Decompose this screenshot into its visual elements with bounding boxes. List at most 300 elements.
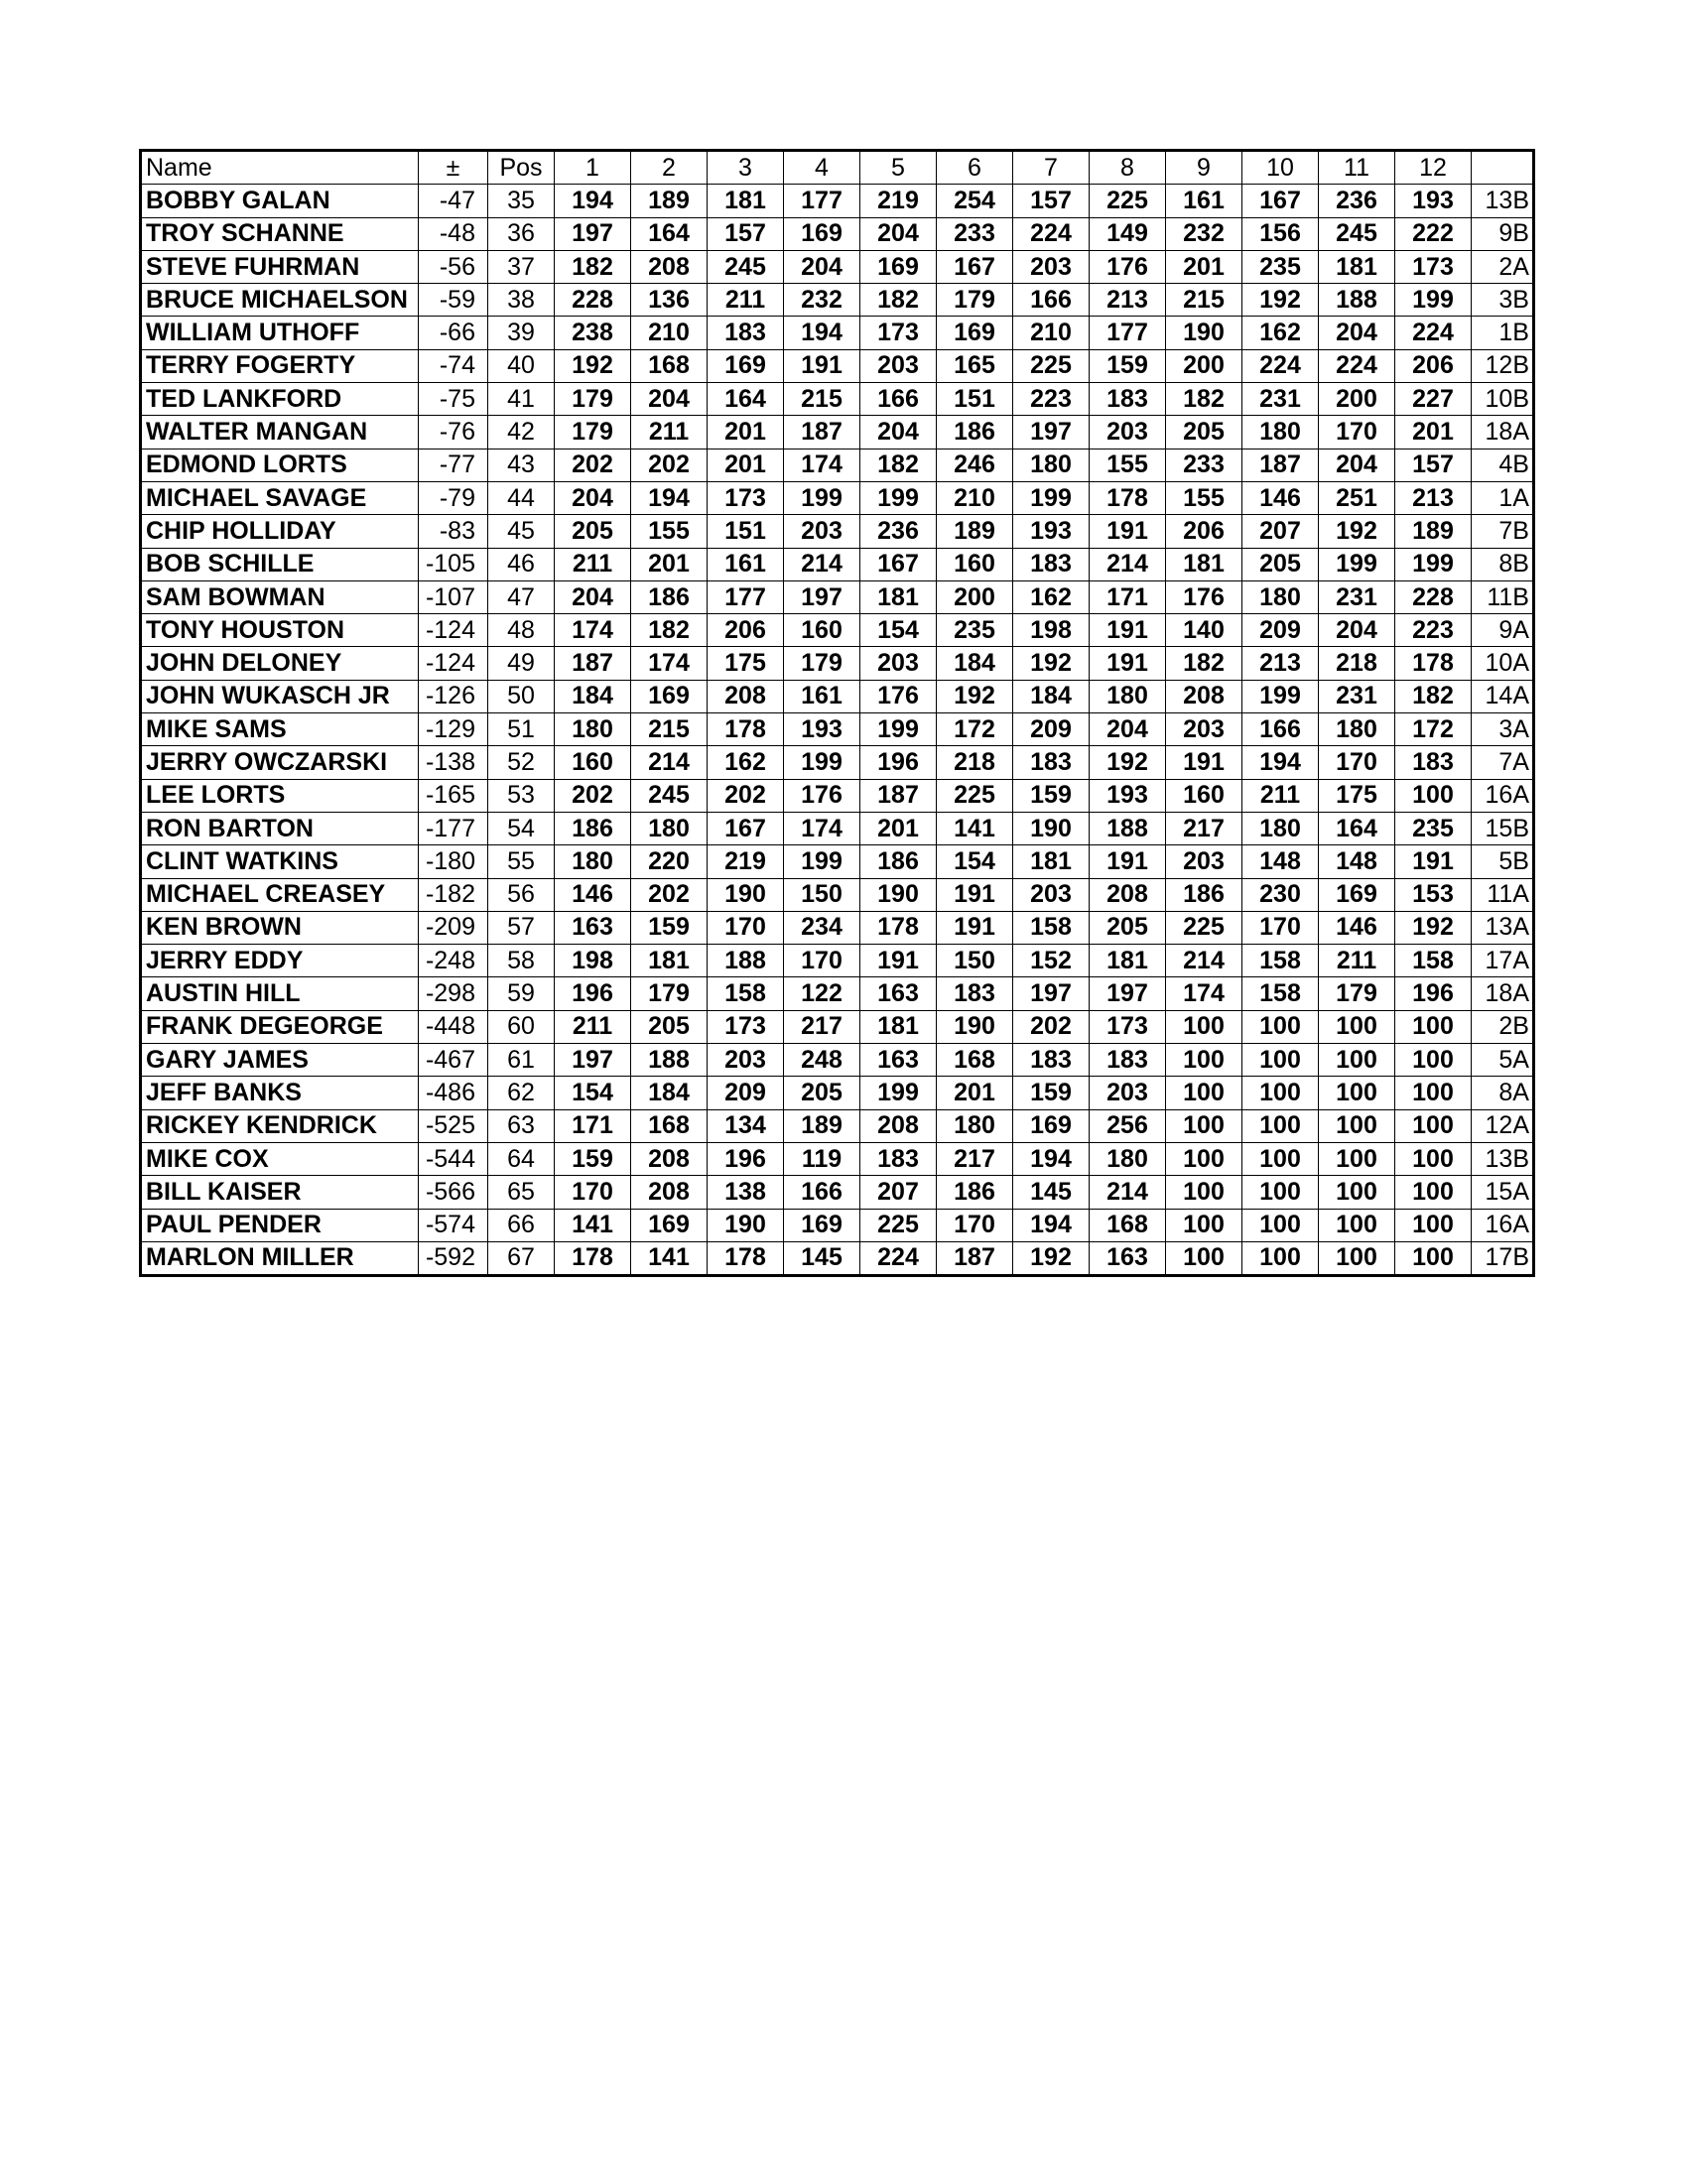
game-score: 191 <box>860 945 937 977</box>
game-score: 146 <box>1319 911 1395 944</box>
game-score: 179 <box>784 647 860 680</box>
lane-assignment: 13A <box>1472 911 1534 944</box>
game-score: 209 <box>708 1077 784 1109</box>
game-score: 166 <box>1013 284 1090 317</box>
position-value: 56 <box>488 878 555 911</box>
game-score: 183 <box>1013 746 1090 779</box>
position-value: 66 <box>488 1209 555 1241</box>
game-score: 164 <box>1319 812 1395 844</box>
game-score: 146 <box>1242 481 1319 514</box>
game-score: 215 <box>1166 284 1242 317</box>
game-score: 148 <box>1319 845 1395 878</box>
game-score: 169 <box>937 317 1013 349</box>
bowler-name: RON BARTON <box>141 812 419 844</box>
lane-assignment: 4B <box>1472 449 1534 481</box>
game-score: 150 <box>784 878 860 911</box>
table-row <box>141 383 1534 416</box>
game-score: 158 <box>1242 977 1319 1010</box>
game-score: 100 <box>1319 1142 1395 1175</box>
bowler-name: WILLIAM UTHOFF <box>141 317 419 349</box>
bowler-name: EDMOND LORTS <box>141 449 419 481</box>
plus-minus-value: -124 <box>419 614 488 647</box>
game-score: 199 <box>860 481 937 514</box>
table-row <box>141 845 1534 878</box>
bowler-name: MIKE SAMS <box>141 713 419 746</box>
game-score: 166 <box>860 383 937 416</box>
game-score: 200 <box>1319 383 1395 416</box>
game-score: 218 <box>937 746 1013 779</box>
position-value: 59 <box>488 977 555 1010</box>
header-game-2: 2 <box>631 151 708 185</box>
game-score: 160 <box>555 746 631 779</box>
plus-minus-value: -544 <box>419 1142 488 1175</box>
game-score: 198 <box>555 945 631 977</box>
game-score: 170 <box>937 1209 1013 1241</box>
bowler-name: BILL KAISER <box>141 1176 419 1209</box>
game-score: 235 <box>937 614 1013 647</box>
game-score: 199 <box>784 481 860 514</box>
lane-assignment: 5A <box>1472 1044 1534 1077</box>
standings-table <box>139 149 1535 1277</box>
table-row <box>141 746 1534 779</box>
game-score: 225 <box>1013 349 1090 382</box>
game-score: 100 <box>1166 1044 1242 1077</box>
lane-assignment: 17B <box>1472 1241 1534 1275</box>
position-value: 49 <box>488 647 555 680</box>
position-value: 53 <box>488 779 555 812</box>
game-score: 182 <box>1166 647 1242 680</box>
game-score: 197 <box>1013 416 1090 449</box>
game-score: 179 <box>1319 977 1395 1010</box>
game-score: 206 <box>708 614 784 647</box>
plus-minus-value: -182 <box>419 878 488 911</box>
game-score: 182 <box>1166 383 1242 416</box>
game-score: 141 <box>555 1209 631 1241</box>
game-score: 203 <box>1013 878 1090 911</box>
position-value: 61 <box>488 1044 555 1077</box>
game-score: 225 <box>937 779 1013 812</box>
game-score: 176 <box>860 680 937 712</box>
plus-minus-value: -105 <box>419 548 488 580</box>
bowler-name: TERRY FOGERTY <box>141 349 419 382</box>
game-score: 169 <box>860 250 937 283</box>
game-score: 155 <box>1090 449 1166 481</box>
bowler-name: SAM BOWMAN <box>141 580 419 613</box>
lane-assignment: 2A <box>1472 250 1534 283</box>
game-score: 182 <box>1395 680 1472 712</box>
game-score: 194 <box>1013 1142 1090 1175</box>
table-row <box>141 449 1534 481</box>
game-score: 211 <box>555 548 631 580</box>
lane-assignment: 7A <box>1472 746 1534 779</box>
game-score: 183 <box>1013 548 1090 580</box>
position-value: 54 <box>488 812 555 844</box>
game-score: 158 <box>1013 911 1090 944</box>
game-score: 179 <box>555 416 631 449</box>
game-score: 172 <box>1395 713 1472 746</box>
game-score: 202 <box>555 449 631 481</box>
game-score: 183 <box>937 977 1013 1010</box>
lane-assignment: 12A <box>1472 1109 1534 1142</box>
plus-minus-value: -66 <box>419 317 488 349</box>
game-score: 181 <box>860 1010 937 1043</box>
game-score: 155 <box>631 515 708 548</box>
game-score: 148 <box>1242 845 1319 878</box>
game-score: 182 <box>860 284 937 317</box>
game-score: 231 <box>1319 680 1395 712</box>
game-score: 169 <box>631 1209 708 1241</box>
game-score: 254 <box>937 185 1013 217</box>
game-score: 188 <box>1319 284 1395 317</box>
game-score: 214 <box>1090 548 1166 580</box>
game-score: 171 <box>1090 580 1166 613</box>
table-row <box>141 349 1534 382</box>
game-score: 224 <box>1319 349 1395 382</box>
bowler-name: LEE LORTS <box>141 779 419 812</box>
bowler-name: TONY HOUSTON <box>141 614 419 647</box>
game-score: 136 <box>631 284 708 317</box>
game-score: 234 <box>784 911 860 944</box>
game-score: 189 <box>1395 515 1472 548</box>
game-score: 159 <box>1013 1077 1090 1109</box>
bowler-name: BRUCE MICHAELSON <box>141 284 419 317</box>
game-score: 174 <box>784 449 860 481</box>
game-score: 100 <box>1166 1077 1242 1109</box>
game-score: 204 <box>1319 449 1395 481</box>
game-score: 187 <box>784 416 860 449</box>
game-score: 182 <box>555 250 631 283</box>
game-score: 180 <box>1319 713 1395 746</box>
lane-assignment: 11B <box>1472 580 1534 613</box>
position-value: 40 <box>488 349 555 382</box>
game-score: 213 <box>1395 481 1472 514</box>
game-score: 230 <box>1242 878 1319 911</box>
table-row <box>141 878 1534 911</box>
game-score: 199 <box>1395 284 1472 317</box>
game-score: 181 <box>708 185 784 217</box>
game-score: 223 <box>1395 614 1472 647</box>
plus-minus-value: -592 <box>419 1241 488 1275</box>
table-row <box>141 614 1534 647</box>
game-score: 211 <box>1242 779 1319 812</box>
game-score: 208 <box>860 1109 937 1142</box>
game-score: 233 <box>937 217 1013 250</box>
position-value: 39 <box>488 317 555 349</box>
game-score: 217 <box>784 1010 860 1043</box>
game-score: 194 <box>784 317 860 349</box>
game-score: 210 <box>1013 317 1090 349</box>
position-value: 51 <box>488 713 555 746</box>
plus-minus-value: -448 <box>419 1010 488 1043</box>
lane-assignment: 9A <box>1472 614 1534 647</box>
game-score: 100 <box>1319 1044 1395 1077</box>
game-score: 167 <box>1242 185 1319 217</box>
game-score: 169 <box>1319 878 1395 911</box>
game-score: 166 <box>784 1176 860 1209</box>
game-score: 231 <box>1319 580 1395 613</box>
table-body <box>141 185 1534 1276</box>
game-score: 169 <box>708 349 784 382</box>
game-score: 204 <box>860 416 937 449</box>
table-row <box>141 416 1534 449</box>
table-row <box>141 945 1534 977</box>
table-row <box>141 1142 1534 1175</box>
game-score: 100 <box>1166 1176 1242 1209</box>
game-score: 100 <box>1395 1176 1472 1209</box>
game-score: 159 <box>1013 779 1090 812</box>
game-score: 180 <box>631 812 708 844</box>
game-score: 196 <box>555 977 631 1010</box>
position-value: 45 <box>488 515 555 548</box>
game-score: 203 <box>860 349 937 382</box>
position-value: 58 <box>488 945 555 977</box>
game-score: 203 <box>1013 250 1090 283</box>
game-score: 141 <box>631 1241 708 1275</box>
game-score: 140 <box>1166 614 1242 647</box>
bowler-name: CHIP HOLLIDAY <box>141 515 419 548</box>
lane-assignment: 16A <box>1472 1209 1534 1241</box>
bowler-name: MARLON MILLER <box>141 1241 419 1275</box>
table-row <box>141 580 1534 613</box>
game-score: 184 <box>937 647 1013 680</box>
game-score: 189 <box>631 185 708 217</box>
game-score: 209 <box>1242 614 1319 647</box>
game-score: 167 <box>708 812 784 844</box>
game-score: 181 <box>1090 945 1166 977</box>
table-row <box>141 1044 1534 1077</box>
game-score: 201 <box>1395 416 1472 449</box>
game-score: 180 <box>1090 1142 1166 1175</box>
game-score: 219 <box>860 185 937 217</box>
game-score: 183 <box>708 317 784 349</box>
game-score: 134 <box>708 1109 784 1142</box>
position-value: 38 <box>488 284 555 317</box>
game-score: 179 <box>555 383 631 416</box>
game-score: 164 <box>631 217 708 250</box>
game-score: 184 <box>631 1077 708 1109</box>
game-score: 170 <box>1319 416 1395 449</box>
position-value: 55 <box>488 845 555 878</box>
game-score: 215 <box>631 713 708 746</box>
game-score: 160 <box>784 614 860 647</box>
game-score: 100 <box>1166 1010 1242 1043</box>
plus-minus-value: -486 <box>419 1077 488 1109</box>
game-score: 160 <box>1166 779 1242 812</box>
game-score: 168 <box>631 1109 708 1142</box>
lane-assignment: 16A <box>1472 779 1534 812</box>
game-score: 190 <box>1166 317 1242 349</box>
game-score: 245 <box>1319 217 1395 250</box>
table-row <box>141 284 1534 317</box>
lane-assignment: 9B <box>1472 217 1534 250</box>
game-score: 165 <box>937 349 1013 382</box>
bowler-name: MICHAEL SAVAGE <box>141 481 419 514</box>
game-score: 169 <box>784 217 860 250</box>
game-score: 191 <box>1090 845 1166 878</box>
lane-assignment: 14A <box>1472 680 1534 712</box>
position-value: 65 <box>488 1176 555 1209</box>
table-row <box>141 1241 1534 1275</box>
header-lane <box>1472 151 1534 185</box>
plus-minus-value: -75 <box>419 383 488 416</box>
bowler-name: MIKE COX <box>141 1142 419 1175</box>
game-score: 199 <box>784 845 860 878</box>
game-score: 186 <box>937 416 1013 449</box>
game-score: 151 <box>937 383 1013 416</box>
game-score: 245 <box>708 250 784 283</box>
game-score: 177 <box>1090 317 1166 349</box>
game-score: 245 <box>631 779 708 812</box>
plus-minus-value: -566 <box>419 1176 488 1209</box>
game-score: 180 <box>1242 812 1319 844</box>
game-score: 235 <box>1395 812 1472 844</box>
plus-minus-value: -129 <box>419 713 488 746</box>
game-score: 172 <box>937 713 1013 746</box>
game-score: 214 <box>784 548 860 580</box>
header-game-9: 9 <box>1166 151 1242 185</box>
position-value: 44 <box>488 481 555 514</box>
bowler-name: BOB SCHILLE <box>141 548 419 580</box>
game-score: 100 <box>1166 1241 1242 1275</box>
game-score: 174 <box>1166 977 1242 1010</box>
game-score: 203 <box>784 515 860 548</box>
game-score: 100 <box>1395 1077 1472 1109</box>
game-score: 228 <box>1395 580 1472 613</box>
game-score: 176 <box>784 779 860 812</box>
game-score: 246 <box>937 449 1013 481</box>
lane-assignment: 7B <box>1472 515 1534 548</box>
game-score: 190 <box>1013 812 1090 844</box>
plus-minus-value: -248 <box>419 945 488 977</box>
bowler-name: JERRY OWCZARSKI <box>141 746 419 779</box>
game-score: 181 <box>1319 250 1395 283</box>
game-score: 201 <box>860 812 937 844</box>
game-score: 188 <box>631 1044 708 1077</box>
lane-assignment: 8B <box>1472 548 1534 580</box>
game-score: 213 <box>1090 284 1166 317</box>
game-score: 100 <box>1319 1077 1395 1109</box>
game-score: 180 <box>555 845 631 878</box>
bowler-name: KEN BROWN <box>141 911 419 944</box>
game-score: 100 <box>1242 1142 1319 1175</box>
plus-minus-value: -525 <box>419 1109 488 1142</box>
game-score: 170 <box>1242 911 1319 944</box>
game-score: 215 <box>784 383 860 416</box>
game-score: 214 <box>631 746 708 779</box>
game-score: 100 <box>1319 1209 1395 1241</box>
game-score: 177 <box>784 185 860 217</box>
game-score: 201 <box>708 416 784 449</box>
game-score: 200 <box>1166 349 1242 382</box>
game-score: 205 <box>784 1077 860 1109</box>
bowler-name: CLINT WATKINS <box>141 845 419 878</box>
game-score: 208 <box>631 1176 708 1209</box>
header-game-3: 3 <box>708 151 784 185</box>
game-score: 164 <box>708 383 784 416</box>
bowler-name: JERRY EDDY <box>141 945 419 977</box>
game-score: 209 <box>1013 713 1090 746</box>
game-score: 158 <box>1395 945 1472 977</box>
game-score: 197 <box>1090 977 1166 1010</box>
game-score: 204 <box>784 250 860 283</box>
game-score: 186 <box>860 845 937 878</box>
game-score: 186 <box>555 812 631 844</box>
game-score: 238 <box>555 317 631 349</box>
game-score: 196 <box>860 746 937 779</box>
table-row <box>141 1109 1534 1142</box>
game-score: 191 <box>937 878 1013 911</box>
game-score: 100 <box>1242 1044 1319 1077</box>
lane-assignment: 10A <box>1472 647 1534 680</box>
game-score: 225 <box>860 1209 937 1241</box>
game-score: 192 <box>555 349 631 382</box>
game-score: 150 <box>937 945 1013 977</box>
lane-assignment: 13B <box>1472 1142 1534 1175</box>
game-score: 194 <box>1013 1209 1090 1241</box>
game-score: 231 <box>1242 383 1319 416</box>
game-score: 149 <box>1090 217 1166 250</box>
game-score: 174 <box>784 812 860 844</box>
game-score: 183 <box>1013 1044 1090 1077</box>
game-score: 200 <box>937 580 1013 613</box>
game-score: 181 <box>1166 548 1242 580</box>
plus-minus-value: -138 <box>419 746 488 779</box>
table-row <box>141 1176 1534 1209</box>
game-score: 154 <box>937 845 1013 878</box>
header-game-5: 5 <box>860 151 937 185</box>
game-score: 100 <box>1319 1010 1395 1043</box>
game-score: 251 <box>1319 481 1395 514</box>
bowler-name: JEFF BANKS <box>141 1077 419 1109</box>
position-value: 62 <box>488 1077 555 1109</box>
table-row <box>141 713 1534 746</box>
game-score: 208 <box>1090 878 1166 911</box>
game-score: 196 <box>708 1142 784 1175</box>
table-row <box>141 911 1534 944</box>
game-score: 159 <box>631 911 708 944</box>
lane-assignment: 5B <box>1472 845 1534 878</box>
game-score: 183 <box>1395 746 1472 779</box>
game-score: 100 <box>1395 1044 1472 1077</box>
plus-minus-value: -74 <box>419 349 488 382</box>
game-score: 100 <box>1395 1209 1472 1241</box>
header-game-11: 11 <box>1319 151 1395 185</box>
game-score: 205 <box>631 1010 708 1043</box>
plus-minus-value: -48 <box>419 217 488 250</box>
game-score: 210 <box>937 481 1013 514</box>
header-game-8: 8 <box>1090 151 1166 185</box>
game-score: 184 <box>1013 680 1090 712</box>
game-score: 203 <box>708 1044 784 1077</box>
game-score: 186 <box>1166 878 1242 911</box>
lane-assignment: 18A <box>1472 977 1534 1010</box>
table-row <box>141 515 1534 548</box>
game-score: 204 <box>860 217 937 250</box>
lane-assignment: 1B <box>1472 317 1534 349</box>
game-score: 180 <box>1242 416 1319 449</box>
game-score: 100 <box>1395 1142 1472 1175</box>
game-score: 173 <box>708 481 784 514</box>
game-score: 256 <box>1090 1109 1166 1142</box>
game-score: 203 <box>1166 845 1242 878</box>
game-score: 168 <box>1090 1209 1166 1241</box>
game-score: 187 <box>937 1241 1013 1275</box>
game-score: 163 <box>860 1044 937 1077</box>
game-score: 189 <box>784 1109 860 1142</box>
game-score: 166 <box>1242 713 1319 746</box>
plus-minus-value: -467 <box>419 1044 488 1077</box>
bowler-name: TROY SCHANNE <box>141 217 419 250</box>
